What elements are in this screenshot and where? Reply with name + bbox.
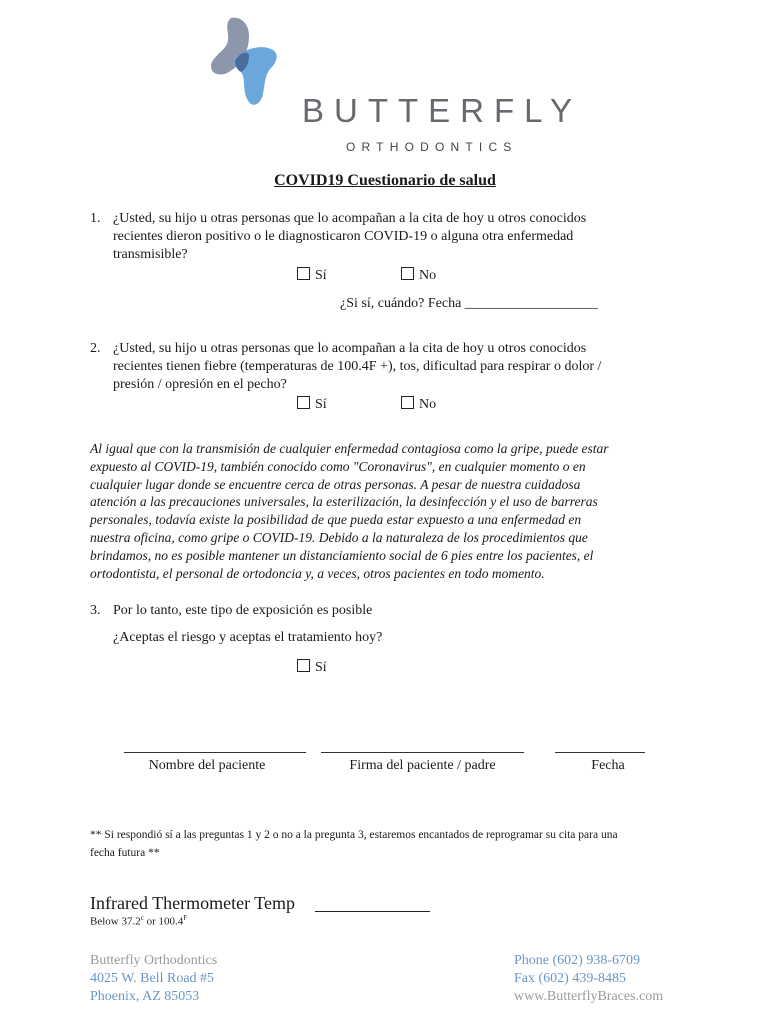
q1-yes-option[interactable]	[297, 267, 327, 284]
question-3-number: 3.	[90, 603, 101, 618]
q2-no-option[interactable]	[401, 396, 436, 413]
patient-name-label: Nombre del paciente	[148, 758, 266, 773]
note-line: ** Si respondió sí a las preguntas 1 y 2 o no a la pregunta 3, estaremos encantados de reprogramar su cita para una	[90, 829, 618, 841]
signature-line[interactable]	[321, 752, 524, 753]
patient-name-line[interactable]	[124, 752, 306, 753]
question-line: ¿Usted, su hijo u otras personas que lo acompañan a la cita de hoy u otros conocidos	[113, 341, 587, 356]
date-line[interactable]	[555, 752, 645, 753]
disclaimer-line: cualquier lugar donde se encuentre cerca de otras personas. A pesar de nuestra cuidadosa	[90, 476, 581, 492]
option-label: Sí	[315, 397, 327, 412]
option-label: No	[419, 397, 437, 412]
footer-name: Butterfly Orthodontics	[90, 953, 218, 968]
option-label: No	[419, 268, 437, 283]
disclaimer-line: atención a las precauciones universales, la esterilización, la desinfección y el uso de barreras	[90, 494, 598, 510]
checkbox[interactable]	[401, 396, 414, 409]
footer-phone: Phone (602) 938-6709	[514, 953, 640, 968]
option-label: Sí	[315, 268, 327, 283]
question-3-text: Por lo tanto, este tipo de exposición es posible	[113, 603, 373, 618]
disclaimer-paragraph	[90, 440, 690, 582]
thermometer-entry-line[interactable]	[315, 911, 430, 912]
signature-label: Firma del paciente / padre	[349, 758, 496, 773]
butterfly-logo	[205, 14, 285, 110]
checkbox[interactable]	[297, 396, 310, 409]
footer-address: 4025 W. Bell Road #5	[90, 971, 215, 986]
question-1-text	[113, 210, 673, 264]
footer-fax: Fax (602) 439-8485	[514, 971, 626, 986]
disclaimer-line: nuestra oficina, como gripe o COVID-19. Debido a la naturaleza de los procedimientos que	[90, 529, 588, 545]
disclaimer-line: expuesto al COVID-19, también conocido como "Coronavirus", en cualquier momento o en	[90, 458, 586, 474]
brand-subtitle: ORTHODONTICS	[346, 140, 518, 154]
question-2-number: 2.	[90, 341, 101, 356]
disclaimer-line: Al igual que con la transmisión de cualquier enfermedad contagiosa como la gripe, puede estar	[90, 441, 609, 456]
question-1-number: 1.	[90, 211, 101, 226]
checkbox[interactable]	[401, 267, 414, 280]
option-label: Sí	[315, 660, 327, 675]
checkbox[interactable]	[297, 659, 310, 672]
q3-yes-option[interactable]	[297, 659, 327, 676]
page-title: COVID19 Cuestionario de salud	[274, 172, 496, 189]
question-line: recientes dieron positivo o le diagnosticaron COVID-19 o alguna otra enfermedad	[113, 229, 574, 244]
question-line: presión / opresión en el pecho?	[113, 377, 287, 392]
q1-date-field[interactable]: ¿Si sí, cuándo? Fecha ___________________	[340, 296, 598, 311]
disclaimer-line: brindamos, no es posible mantener un distanciamiento social de 6 pies entre los pacientes, el	[90, 547, 594, 563]
note-line: fecha futura **	[90, 847, 160, 859]
checkbox[interactable]	[297, 267, 310, 280]
reschedule-note	[90, 826, 690, 862]
question-2-text	[113, 340, 673, 394]
date-label: Fecha	[591, 758, 625, 773]
disclaimer-line: ortodontista, el personal de ortodoncia y, a veces, otros pacientes en todo momento.	[90, 565, 545, 581]
temperature-threshold: Below 37.2$^c$ or $100.4^F$	[90, 914, 188, 928]
thermometer-label: Infrared Thermometer Temp	[90, 893, 295, 913]
brand-name: BUTTERFLY	[302, 92, 583, 129]
q2-yes-option[interactable]	[297, 396, 327, 413]
question-3-subline: ¿Aceptas el riesgo y aceptas el tratamiento hoy?	[113, 630, 383, 645]
q1-no-option[interactable]	[401, 267, 436, 284]
disclaimer-line: personales, todavía existe la posibilidad de que pueda estar expuesto a una enfermedad en	[90, 512, 582, 528]
footer-website[interactable]: www.ButterflyBraces.com	[514, 989, 664, 1004]
question-line: transmisible?	[113, 247, 188, 262]
question-line: ¿Usted, su hijo u otras personas que lo acompañan a la cita de hoy u otros conocidos	[113, 211, 587, 226]
question-line: recientes tienen fiebre (temperaturas de 100.4F +), tos, dificultad para respirar o dolor /	[113, 359, 602, 374]
footer-city: Phoenix, AZ 85053	[90, 989, 200, 1004]
